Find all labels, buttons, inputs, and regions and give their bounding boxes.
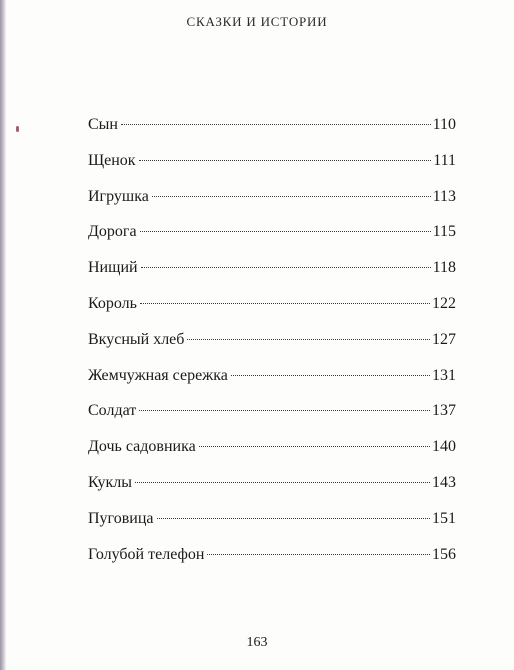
toc-entry-title: Нищий (88, 259, 138, 277)
toc-entry (88, 188, 456, 224)
toc-entry-title: Игрушка (88, 187, 149, 205)
toc-entry-page: 122 (432, 294, 456, 312)
toc-entry-page: 131 (432, 366, 456, 384)
toc-entry-title: Сын (88, 116, 118, 133)
toc-entry-page: 111 (433, 151, 456, 169)
dot-leader (139, 160, 432, 161)
toc-entry (88, 295, 456, 331)
toc-entry-title: Вкусный хлеб (88, 330, 185, 348)
toc-entry-title: Пуговица (88, 509, 154, 527)
dot-leader (135, 482, 430, 483)
dot-leader (140, 303, 430, 304)
toc-entry-page: 127 (432, 330, 456, 348)
toc-entry-title: Голубой телефон (88, 545, 205, 563)
toc-entry-title: Щенок (88, 151, 136, 169)
toc-entry-title: Дорога (88, 223, 137, 241)
toc-entry (88, 259, 456, 295)
toc-entry (88, 402, 456, 438)
dot-leader (139, 410, 430, 411)
toc-entry-page: 151 (432, 509, 456, 527)
toc-entry-page: 118 (432, 259, 456, 277)
toc-entry (88, 474, 456, 510)
dot-leader (152, 196, 431, 197)
toc-entry-page: 115 (432, 223, 456, 241)
toc-entry-page: 110 (432, 116, 456, 133)
toc-entry-title: Дочь садовника (88, 438, 196, 456)
toc-entry (88, 116, 456, 152)
page-number: 163 (246, 635, 268, 650)
page-binding-edge (0, 0, 6, 670)
dot-leader (187, 339, 430, 340)
toc-entry-page: 137 (432, 402, 456, 420)
dot-leader (231, 375, 430, 376)
toc-entry (88, 367, 456, 403)
toc-entry (88, 152, 456, 188)
dot-leader (157, 518, 431, 519)
toc-entry-page: 156 (432, 545, 456, 563)
dot-leader (199, 446, 430, 447)
dot-leader (141, 267, 431, 268)
toc-entry-title: Солдат (88, 402, 137, 420)
toc-entry-title: Жемчужная сережка (88, 366, 228, 384)
table-of-contents (88, 116, 456, 581)
toc-entry-title: Король (88, 294, 137, 312)
toc-entry (88, 331, 456, 367)
dot-leader (207, 554, 430, 555)
toc-entry-page: 143 (432, 473, 456, 491)
toc-entry-title: Куклы (88, 473, 132, 491)
toc-entry (88, 546, 456, 582)
toc-entry (88, 510, 456, 546)
ink-speck (16, 126, 19, 132)
running-header: СКАЗКИ И ИСТОРИИ (186, 14, 328, 29)
toc-entry-page: 113 (432, 187, 456, 205)
dot-leader (121, 124, 431, 125)
toc-entry-page: 140 (432, 438, 456, 456)
toc-entry (88, 438, 456, 474)
toc-entry (88, 223, 456, 259)
dot-leader (140, 231, 431, 232)
